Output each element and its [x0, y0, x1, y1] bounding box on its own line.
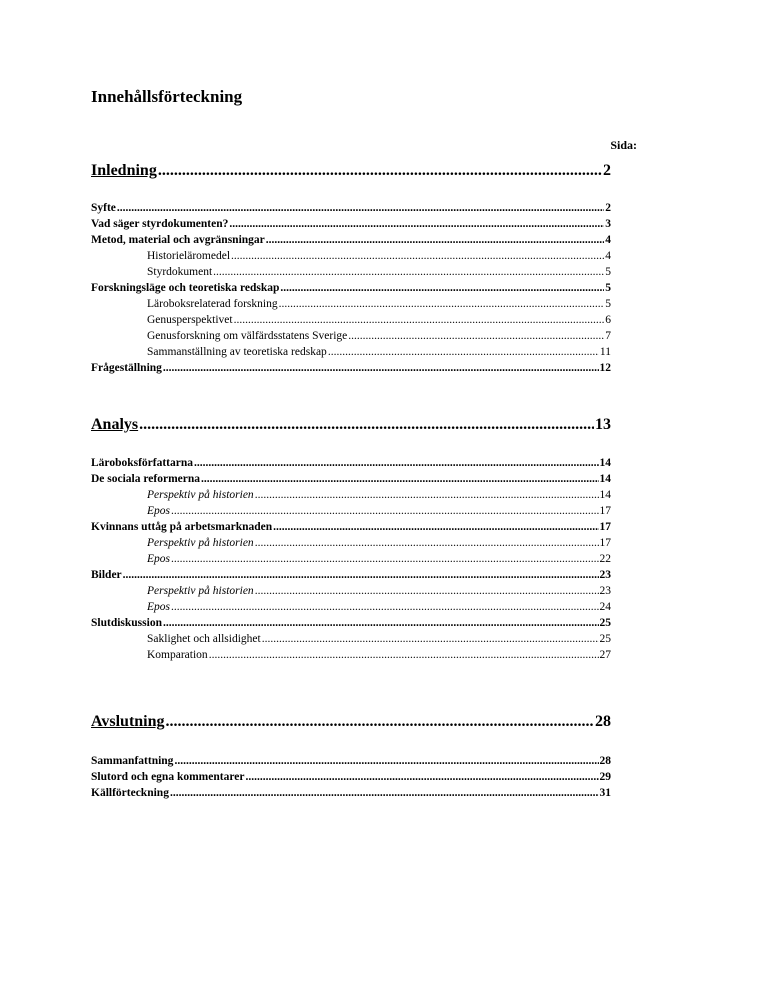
dot-leader	[213, 265, 604, 279]
toc-entry-label: Perspektiv på historien	[147, 585, 254, 597]
dot-leader	[163, 616, 599, 630]
toc-subsection-entry[interactable]	[147, 552, 611, 566]
toc-entry-page: 17	[599, 537, 611, 549]
toc-subsection-entry[interactable]	[147, 249, 611, 263]
toc-entry-label: Slutord och egna kommentarer	[91, 771, 245, 783]
toc-section-entry[interactable]	[91, 472, 611, 486]
toc-entry-label: Vad säger styrdokumenten?	[91, 218, 229, 230]
toc-entry-page: 12	[599, 362, 611, 374]
dot-leader	[245, 770, 598, 784]
toc-entry-label: Syfte	[91, 202, 116, 214]
dot-leader	[194, 456, 598, 470]
dot-leader	[231, 249, 604, 263]
dot-leader	[262, 632, 599, 646]
toc-entry-label: Frågeställning	[91, 362, 162, 374]
toc-entry-label: Källförteckning	[91, 787, 169, 799]
toc-section-entry[interactable]	[91, 201, 611, 215]
dot-leader	[209, 648, 599, 662]
toc-section-entry[interactable]	[91, 281, 611, 295]
toc-entry-page: 28	[595, 713, 611, 730]
toc-subsection-entry[interactable]	[147, 632, 611, 646]
dot-leader	[171, 552, 599, 566]
toc-entry-label: De sociala reformerna	[91, 473, 200, 485]
toc-entry-page: 31	[599, 787, 611, 799]
dot-leader	[166, 713, 594, 731]
dot-leader	[273, 520, 598, 534]
toc-subsection-entry[interactable]	[147, 504, 611, 518]
dot-leader	[255, 488, 599, 502]
toc-entry-page: 2	[605, 202, 611, 214]
toc-entry-page: 25	[599, 617, 611, 629]
toc-entry-label: Epos	[147, 553, 170, 565]
toc-chapter-entry[interactable]	[91, 416, 611, 434]
dot-leader	[158, 162, 602, 180]
toc-entry-label: Läroboksförfattarna	[91, 457, 194, 469]
toc-entry-label: Metod, material och avgränsningar	[91, 234, 265, 246]
toc-entry-page: 5	[605, 266, 611, 278]
toc-entry-label: Historieläromedel	[147, 250, 231, 262]
toc-entry-page: 7	[605, 330, 611, 342]
dot-leader	[229, 217, 604, 231]
toc-entry-page: 22	[599, 553, 611, 565]
dot-leader	[255, 536, 599, 550]
toc-entry-page: 4	[605, 234, 611, 246]
toc-entry-page: 27	[599, 649, 611, 661]
dot-leader	[171, 600, 599, 614]
toc-entry-label: Epos	[147, 505, 170, 517]
toc-subsection-entry[interactable]	[147, 345, 611, 359]
toc-entry-label: Forskningsläge och teoretiska redskap	[91, 282, 280, 294]
dot-leader	[174, 754, 598, 768]
toc-entry-label: Styrdokument	[147, 266, 213, 278]
toc-entry-label: Genusforskning om välfärdsstatens Sverige	[147, 330, 348, 342]
toc-subsection-entry[interactable]	[147, 648, 611, 662]
toc-entry-page: 2	[603, 162, 611, 179]
toc-entry-page: 24	[599, 601, 611, 613]
toc-entry-label: Kvinnans uttåg på arbetsmarknaden	[91, 521, 273, 533]
toc-entry-page: 23	[599, 569, 611, 581]
dot-leader	[348, 329, 604, 343]
toc-entry-page: 25	[599, 633, 611, 645]
dot-leader	[234, 313, 605, 327]
toc-entry-label: Perspektiv på historien	[147, 537, 254, 549]
toc-subsection-entry[interactable]	[147, 329, 611, 343]
toc-entry-page: 4	[605, 250, 611, 262]
toc-subsection-entry[interactable]	[147, 297, 611, 311]
toc-entry-label: Epos	[147, 601, 170, 613]
toc-entry-label: Sammanställning av teoretiska redskap	[147, 346, 327, 358]
toc-entry-page: 14	[599, 489, 611, 501]
toc-section-entry[interactable]	[91, 568, 611, 582]
toc-section-entry[interactable]	[91, 770, 611, 784]
toc-entry-label: Inledning	[91, 162, 157, 179]
toc-section-entry[interactable]	[91, 217, 611, 231]
toc-entry-label: Slutdiskussion	[91, 617, 162, 629]
toc-entry-label: Genusperspektivet	[147, 314, 233, 326]
dot-leader	[171, 504, 599, 518]
dot-leader	[280, 281, 604, 295]
toc-entry-page: 23	[599, 585, 611, 597]
dot-leader	[279, 297, 605, 311]
toc-title: Innehållsförteckning	[91, 87, 243, 106]
toc-entry-label: Perspektiv på historien	[147, 489, 254, 501]
dot-leader	[117, 201, 604, 215]
toc-entry-page: 11	[599, 346, 611, 358]
toc-entry-page: 29	[599, 771, 611, 783]
toc-entry-page: 13	[595, 416, 611, 433]
toc-entry-label: Avslutning	[91, 713, 165, 730]
toc-entry-page: 3	[605, 218, 611, 230]
toc-entry-page: 17	[599, 505, 611, 517]
dot-leader	[255, 584, 599, 598]
dot-leader	[163, 361, 599, 375]
toc-section-entry[interactable]	[91, 786, 611, 800]
toc-section-entry[interactable]	[91, 754, 611, 768]
dot-leader	[170, 786, 599, 800]
toc-entry-page: 14	[599, 457, 611, 469]
toc-entry-label: Bilder	[91, 569, 122, 581]
toc-entry-label: Analys	[91, 416, 139, 433]
toc-entry-label: Komparation	[147, 649, 208, 661]
toc-subsection-entry[interactable]	[147, 536, 611, 550]
toc-subsection-entry[interactable]	[147, 313, 611, 327]
toc-entry-page: 14	[599, 473, 611, 485]
toc-entry-label: Sammanfattning	[91, 755, 174, 767]
toc-subsection-entry[interactable]	[147, 265, 611, 279]
dot-leader	[266, 233, 604, 247]
toc-subsection-entry[interactable]	[147, 488, 611, 502]
dot-leader	[201, 472, 599, 486]
toc-section-entry[interactable]	[91, 616, 611, 630]
toc-subsection-entry[interactable]	[147, 584, 611, 598]
toc-section-entry[interactable]	[91, 456, 611, 470]
toc-entry-page: 17	[599, 521, 611, 533]
dot-leader	[139, 416, 594, 434]
page-column-label: Sida:	[610, 138, 637, 152]
toc-chapter-entry[interactable]	[91, 713, 611, 731]
toc-entry-label: Läroboksrelaterad forskning	[147, 298, 278, 310]
toc-entry-label: Saklighet och allsidighet	[147, 633, 261, 645]
toc-entry-page: 5	[605, 282, 611, 294]
toc-section-entry[interactable]	[91, 233, 611, 247]
toc-entry-page: 28	[599, 755, 611, 767]
dot-leader	[123, 568, 599, 582]
toc-chapter-entry[interactable]	[91, 162, 611, 180]
dot-leader	[328, 345, 599, 359]
toc-section-entry[interactable]	[91, 361, 611, 375]
toc-section-entry[interactable]	[91, 520, 611, 534]
toc-subsection-entry[interactable]	[147, 600, 611, 614]
toc-entry-page: 6	[605, 314, 611, 326]
toc-entry-page: 5	[605, 298, 611, 310]
